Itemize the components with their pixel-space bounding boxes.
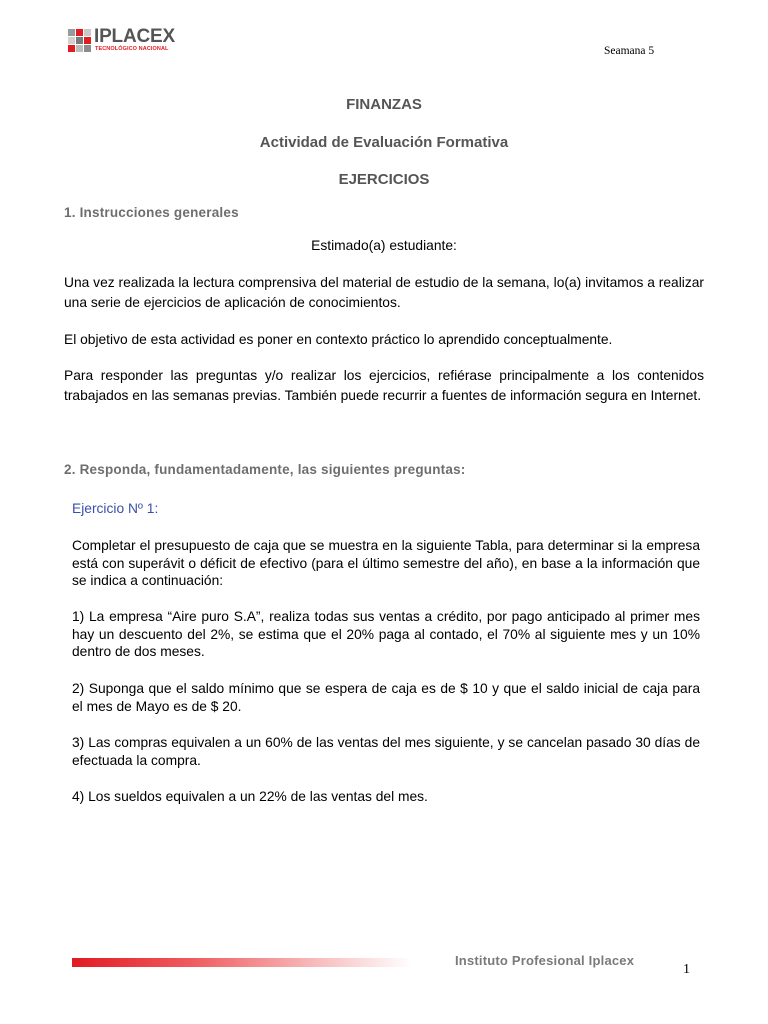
iplacex-logo — [68, 27, 180, 57]
page-number: 1 — [683, 962, 690, 977]
exercise-item-3: 3) Las compras equivalen a un 60% de las ventas del mes siguiente, y se cancelan pasado 30 días de efectuada la compra. — [72, 735, 700, 768]
exercise-intro: Completar el presupuesto de caja que se muestra en la siguiente Tabla, para determinar si la empresa está con superávit o déficit de efectivo (para el último semestre del año), en base a la información que se indica a continuación: — [72, 538, 700, 588]
paragraph-objective: El objetivo de esta actividad es poner en contexto práctico lo aprendido conceptualmente. — [64, 332, 613, 347]
activity-title: Actividad de Evaluación Formativa — [259, 134, 509, 151]
exercise-item-1: 1) La empresa “Aire puro S.A”, realiza todas sus ventas a crédito, por pago anticipado al primer mes hay un descuento del 2%, se estima que el 20% paga al contado, el 70% al siguiente mes y un 10% dentro de dos meses. — [72, 609, 700, 659]
exercise-item-4: 4) Los sueldos equivalen a un 22% de las ventas del mes. — [72, 789, 428, 804]
section-2-heading: 2. Responda, fundamentadamente, las siguientes preguntas: — [64, 462, 466, 477]
course-title: FINANZAS — [346, 96, 422, 113]
logo-squares-icon — [68, 29, 92, 53]
week-label: Seamana 5 — [604, 45, 655, 57]
document-type-title: EJERCICIOS — [338, 171, 430, 188]
footer-institution: Instituto Profesional Iplacex — [455, 953, 635, 968]
paragraph-intro: Una vez realizada la lectura comprensiva del material de estudio de la semana, lo(a) invitamos a realizar una serie de ejercicios de aplicación de conocimientos. — [64, 275, 704, 310]
section-1-heading: 1. Instrucciones generales — [64, 205, 239, 220]
exercise-item-2: 2) Suponga que el saldo mínimo que se espera de caja es de $ 10 y que el saldo inicial de caja para el mes de Mayo es de $ 20. — [72, 681, 700, 714]
footer-gradient-bar — [72, 958, 412, 967]
greeting: Estimado(a) estudiante: — [311, 238, 457, 253]
exercise-title: Ejercicio Nº 1: — [72, 501, 159, 516]
paragraph-instructions: Para responder las preguntas y/o realizar los ejercicios, refiérase principalmente a los contenidos trabajados en las semanas previas. También puede recurrir a fuentes de información segura en Internet. — [64, 368, 704, 403]
logo-subtext: TECNOLÓGICO NACIONAL — [95, 46, 169, 52]
logo-text: IPLACEX — [94, 26, 175, 47]
